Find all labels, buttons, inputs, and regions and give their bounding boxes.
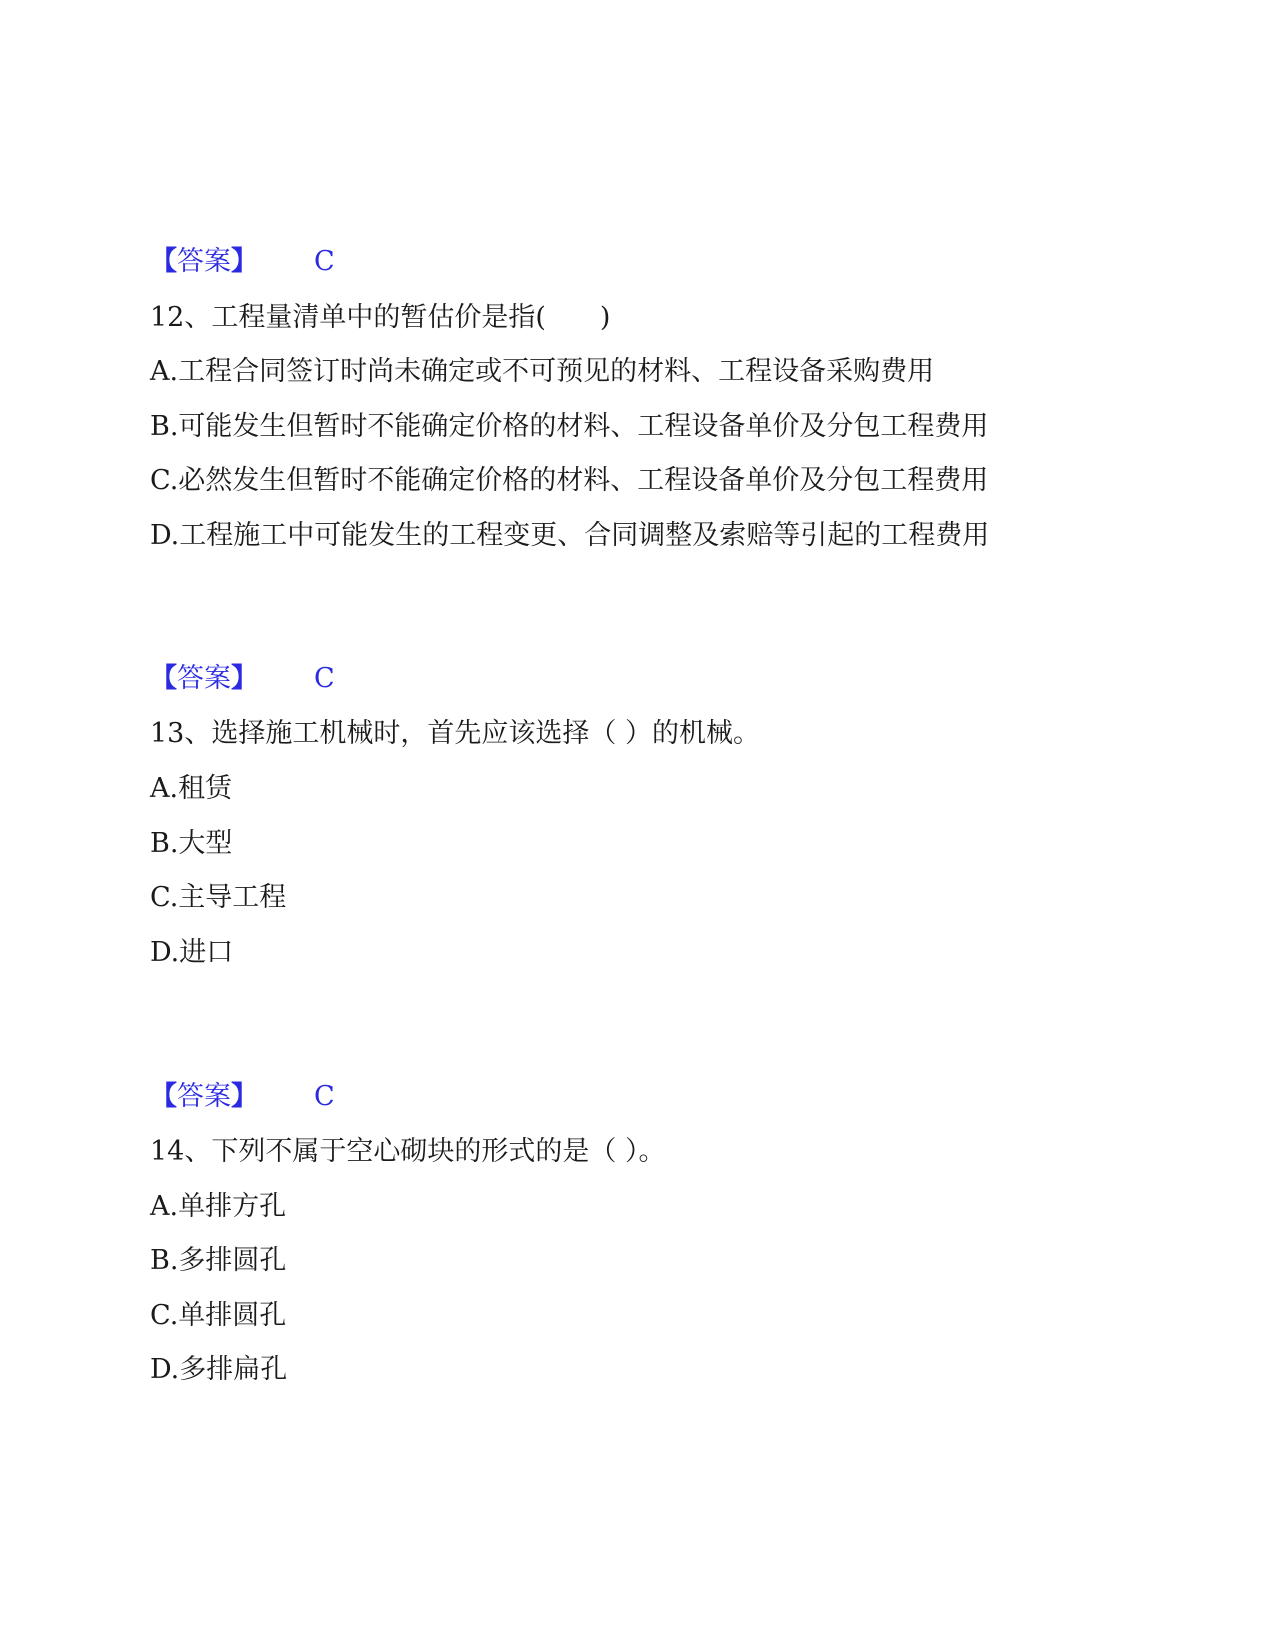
option-d: D.多排扁孔	[150, 1354, 288, 1385]
option-c: C.主导工程	[150, 882, 287, 913]
answer-close-bracket: 】	[231, 663, 258, 694]
option-c: C.必然发生但暂时不能确定价格的材料、工程设备单价及分包工程费用	[150, 465, 989, 496]
answer-value: C	[314, 1081, 335, 1112]
answer-label: 答案	[177, 1081, 231, 1112]
answer-open-bracket: 【	[150, 1081, 177, 1112]
question-text: 14、下列不属于空心砌块的形式的是（ ）。	[150, 1136, 666, 1167]
answer-line	[150, 1079, 335, 1115]
option-a: A.工程合同签订时尚未确定或不可预见的材料、工程设备采购费用	[150, 356, 935, 387]
answer-open-bracket: 【	[150, 663, 177, 694]
option-b: B.可能发生但暂时不能确定价格的材料、工程设备单价及分包工程费用	[150, 411, 989, 442]
answer-line	[150, 661, 335, 697]
answer-value: C	[314, 246, 335, 277]
answer-close-bracket: 】	[231, 1081, 258, 1112]
option-d: D.进口	[150, 937, 234, 968]
answer-label: 答案	[177, 663, 231, 694]
question-text: 13、选择施工机械时，首先应该选择（ ）的机械。	[150, 718, 760, 749]
option-b: B.大型	[150, 828, 233, 859]
answer-value: C	[314, 663, 335, 694]
answer-line	[150, 244, 335, 280]
answer-close-bracket: 】	[231, 246, 258, 277]
option-a: A.租赁	[150, 773, 233, 804]
option-c: C.单排圆孔	[150, 1300, 287, 1331]
answer-open-bracket: 【	[150, 246, 177, 277]
option-d: D.工程施工中可能发生的工程变更、合同调整及索赔等引起的工程费用	[150, 520, 990, 551]
option-a: A.单排方孔	[150, 1191, 287, 1222]
answer-label: 答案	[177, 246, 231, 277]
option-b: B.多排圆孔	[150, 1245, 287, 1276]
question-text: 12、工程量清单中的暂估价是指( )	[150, 302, 611, 333]
